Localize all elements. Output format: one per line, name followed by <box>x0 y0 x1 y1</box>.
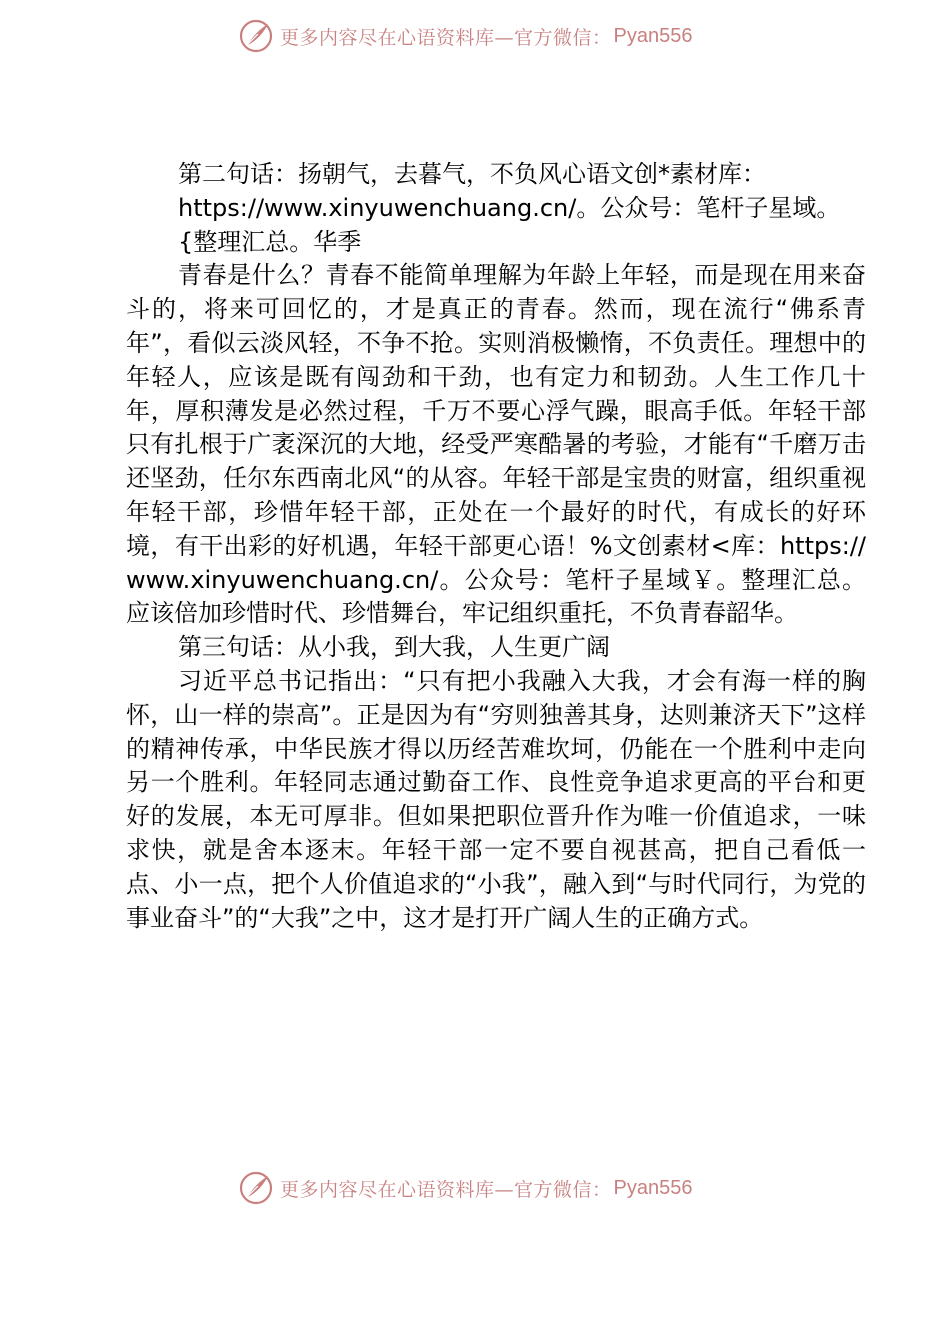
watermark-text: 更多内容尽在心语资料库—官方微信： <box>280 1178 612 1201</box>
paragraph: 习近平总书记指出：“只有把小我融入大我，才会有海一样的胸怀，山一样的崇高”。正是因为有“穷则独善其身，达则兼济天下”这样的精神传承，中华民族才得以历经苦难坎坷，仍能在一个胜利中走向另一个胜利。年轻同志通过勤奋工作、良性竞争追求更高的平台和更好的发展，本无可厚非。但如果把职位晋升作为唯一价值追求，一味求快，就是舍本逐末。年轻干部一定不要自视甚高，把自己看低一点、小一点，把个人价值追求的“小我”，融入到“与时代同行，为党的事业奋斗”的“大我”之中，这才是打开广阔人生的正确方式。 <box>126 666 866 932</box>
document-body <box>126 158 866 935</box>
quill-logo-icon <box>238 1170 274 1206</box>
footer-watermark <box>238 1168 692 1208</box>
paragraph: 第三句话：从小我，到大我，人生更广阔 <box>178 633 610 662</box>
paragraph: https://www.xinyuwenchuang.cn/。公众号：笔杆子星域。 <box>178 193 841 222</box>
watermark-wechat-id: Pyan556 <box>613 1176 693 1199</box>
paragraph: 青春是什么？青春不能简单理解为年龄上年轻，而是现在用来奋斗的，将来可回忆的，才是真正的青春。然而，现在流行“佛系青年”，看似云淡风轻，不争不抢。实则消极懒惰，不负责任。理想中的年轻人，应该是既有闯劲和干劲，也有定力和韧劲。人生工作几十年，厚积薄发是必然过程，千万不要心浮气躁，眼高手低。年轻干部只有扎根于广袤深沉的大地，经受严寒酷暑的考验，才能有“千磨万击还坚劲，任尔东西南北风“的从容。年轻干部是宝贵的财富，组织重视年轻干部，珍惜年轻干部，正处在一个最好的时代，有成长的好环境，有干出彩的好机遇，年轻干部更心语！%文创素材<库：https://www.xinyuwenchuang.cn/。公众号：笔杆子星域￥。整理汇总。应该倍加珍惜时代、珍惜舞台，牢记组织重托，不负青春韶华。 <box>126 261 866 628</box>
quill-logo-icon <box>238 18 274 54</box>
watermark-text: 更多内容尽在心语资料库—官方微信： <box>280 26 612 49</box>
paragraph: {整理汇总。华季 <box>178 227 362 256</box>
watermark-wechat-id: Pyan556 <box>613 24 693 47</box>
paragraph: 第二句话：扬朝气，去暮气，不负风心语文创*素材库： <box>178 160 766 188</box>
header-watermark <box>238 16 692 56</box>
